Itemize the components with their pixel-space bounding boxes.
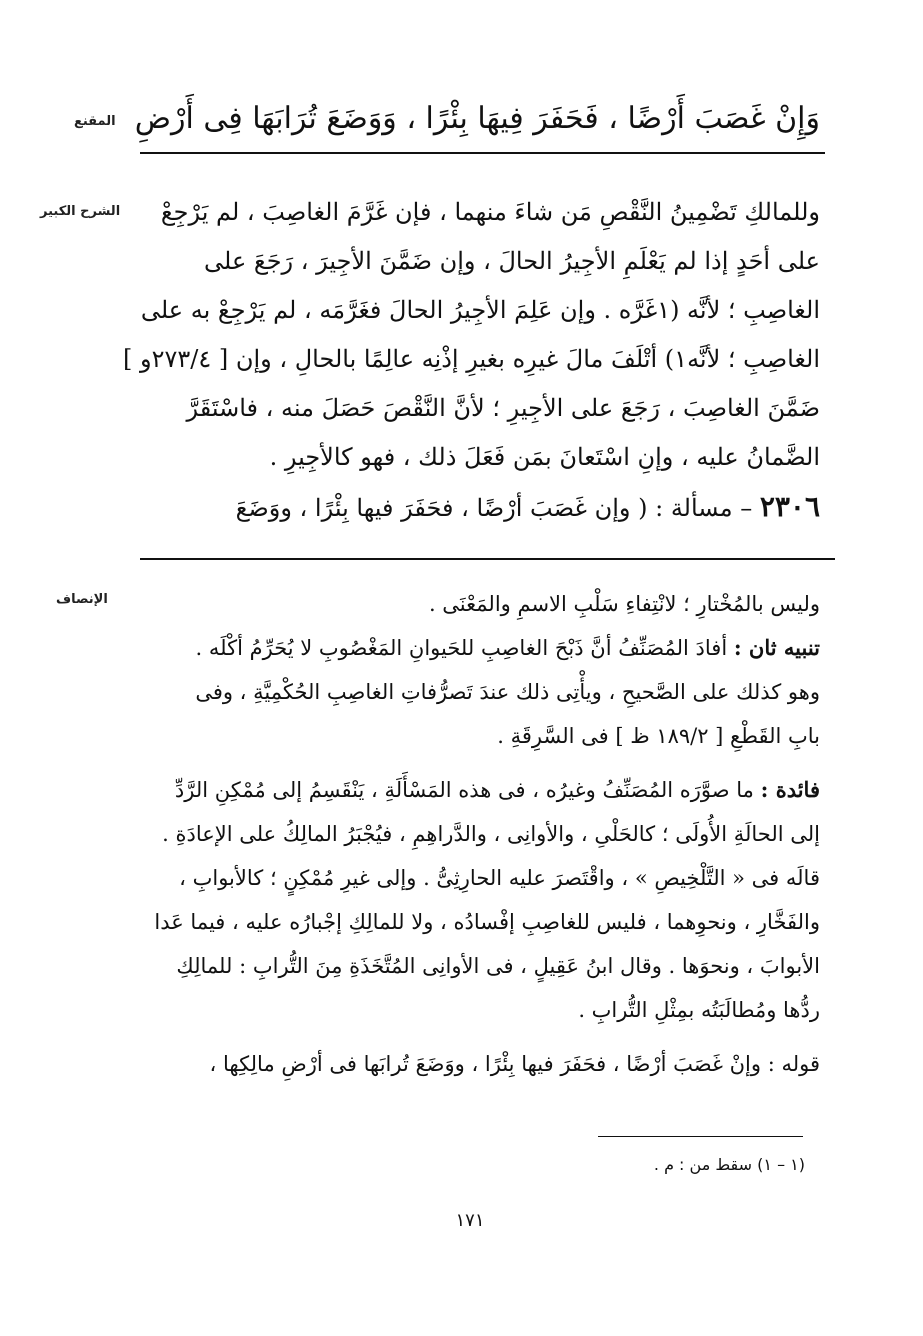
muqni-line: وَإِنْ غَصَبَ أَرْضًا ، فَحَفَرَ فِيهَا بِئْرًا ، وَوَضَعَ تُرَابَهَا فِى أَرْضِ <box>134 101 820 136</box>
insaf-line-text: ما صوَّرَه المُصَنِّفُ وغيرُه ، فى هذه المَسْأَلَةِ ، يَنْقَسِمُ إلى مُمْكِنِ الرَّدِّ <box>174 778 754 802</box>
sharh-line: الغاصِبِ ؛ لأنَّه١) أتْلَفَ مالَ غيرِه بغيرِ إذْنِه عالِمًا بالحالِ ، وإن [ ٢٧٣/٤و ] <box>122 345 820 373</box>
label-muqni: المقنع <box>74 114 116 129</box>
masala-text: – مسألة : ( وإن غَصَبَ أرْضًا ، فحَفَرَ فيها بِئْرًا ، ووَضَعَ <box>235 494 753 522</box>
insaf-line: قوله : وإنْ غَصَبَ أرْضًا ، فحَفَرَ فيها بِئْرًا ، ووَضَعَ تُرابَها فى أرْضِ مالِكِها ، <box>209 1052 820 1076</box>
sharh-text <box>122 188 820 533</box>
insaf-line: بابِ القَطْعِ [ ١٨٩/٢ ظ ] فى السَّرِقَةِ . <box>497 724 820 748</box>
insaf-line: قالَه فى « التَّلْخِيصِ » ، واقْتَصرَ عليه الحارِثِىُّ . وإلى غيرِ مُمْكِنٍ ؛ كالأبوابِ ، <box>179 866 820 890</box>
insaf-line: وهو كذلك على الصَّحيحِ ، ويأْتِى ذلك عندَ تَصرُّفاتِ الغاصِبِ الحُكْمِيَّةِ ، وفى <box>195 680 820 704</box>
sharh-line: الضَّمانُ عليه ، وإنِ اسْتَعانَ بمَن فَعَلَ ذلك ، فهو كالأجِيرِ . <box>269 443 820 471</box>
insaf-text <box>130 582 820 1086</box>
label-sharh: الشرح الكبير <box>40 204 121 219</box>
insaf-line <box>130 768 820 812</box>
tanbih-heading: تنبيه ثان : <box>733 635 820 660</box>
muqni-text <box>130 96 820 142</box>
section-divider <box>140 558 835 560</box>
muqni-underline <box>140 152 825 154</box>
footnote: (١ – ١) سقط من : م . <box>653 1155 805 1174</box>
insaf-line: الأبوابَ ، ونحوَها . وقال ابنُ عَقِيلٍ ، فى الأوانِى المُتَّخَذَةِ مِنَ التُّرابِ : للمالِكِ <box>176 954 820 978</box>
insaf-line: ردُّها ومُطالَبَتُه بمِثْلِ التُّرابِ . <box>578 998 820 1022</box>
page-number: ١٧١ <box>455 1210 485 1231</box>
insaf-line: إلى الحالَةِ الأُولَى ؛ كالحَلْىِ ، والأوانِى ، والدَّراهِمِ ، فيُجْبَرُ المالِكُ على الإعادَةِ . <box>162 822 820 846</box>
insaf-line: وليس بالمُخْتارِ ؛ لانْتِفاءِ سَلْبِ الاسمِ والمَعْنَى . <box>428 592 820 616</box>
insaf-line: والفَخَّارِ ، ونحوِهما ، فليس للغاصِبِ إفْسادُه ، ولا للمالِكِ إجْبارُه عليه ، فيما عَدا <box>154 910 820 934</box>
masala-line <box>130 482 820 533</box>
faida-heading: فائدة : <box>760 777 820 802</box>
insaf-line-text: أفادَ المُصَنِّفُ أنَّ ذَبْحَ الغاصِبِ للحَيوانِ المَغْصُوبِ لا يُحَرِّمُ أكْلَه . <box>195 636 728 660</box>
sharh-line: وللمالكِ تَضْمِينُ النَّقْصِ مَن شاءَ منهما ، فإن غَرَّمَ الغاصِبَ ، لم يَرْجِعْ <box>160 198 820 226</box>
sharh-line: الغاصِبِ ؛ لأنَّه (١غَرَّه . وإن عَلِمَ الأجِيرُ الحالَ فغَرَّمَه ، لم يَرْجِعْ به على <box>140 296 820 324</box>
insaf-line <box>130 626 820 670</box>
sharh-line: ضَمَّنَ الغاصِبَ ، رَجَعَ على الأجِيرِ ؛ لأنَّ النَّقْصَ حَصَلَ منه ، فاسْتَقَرَّ <box>186 394 820 422</box>
sharh-line: على أحَدٍ إذا لم يَعْلَمِ الأجِيرُ الحالَ ، وإن ضَمَّنَ الأجِيرَ ، رَجَعَ على <box>204 247 820 275</box>
masala-number: ٢٣٠٦ <box>759 490 820 523</box>
footnote-rule <box>598 1136 803 1137</box>
label-insaf: الإنصاف <box>56 592 108 607</box>
